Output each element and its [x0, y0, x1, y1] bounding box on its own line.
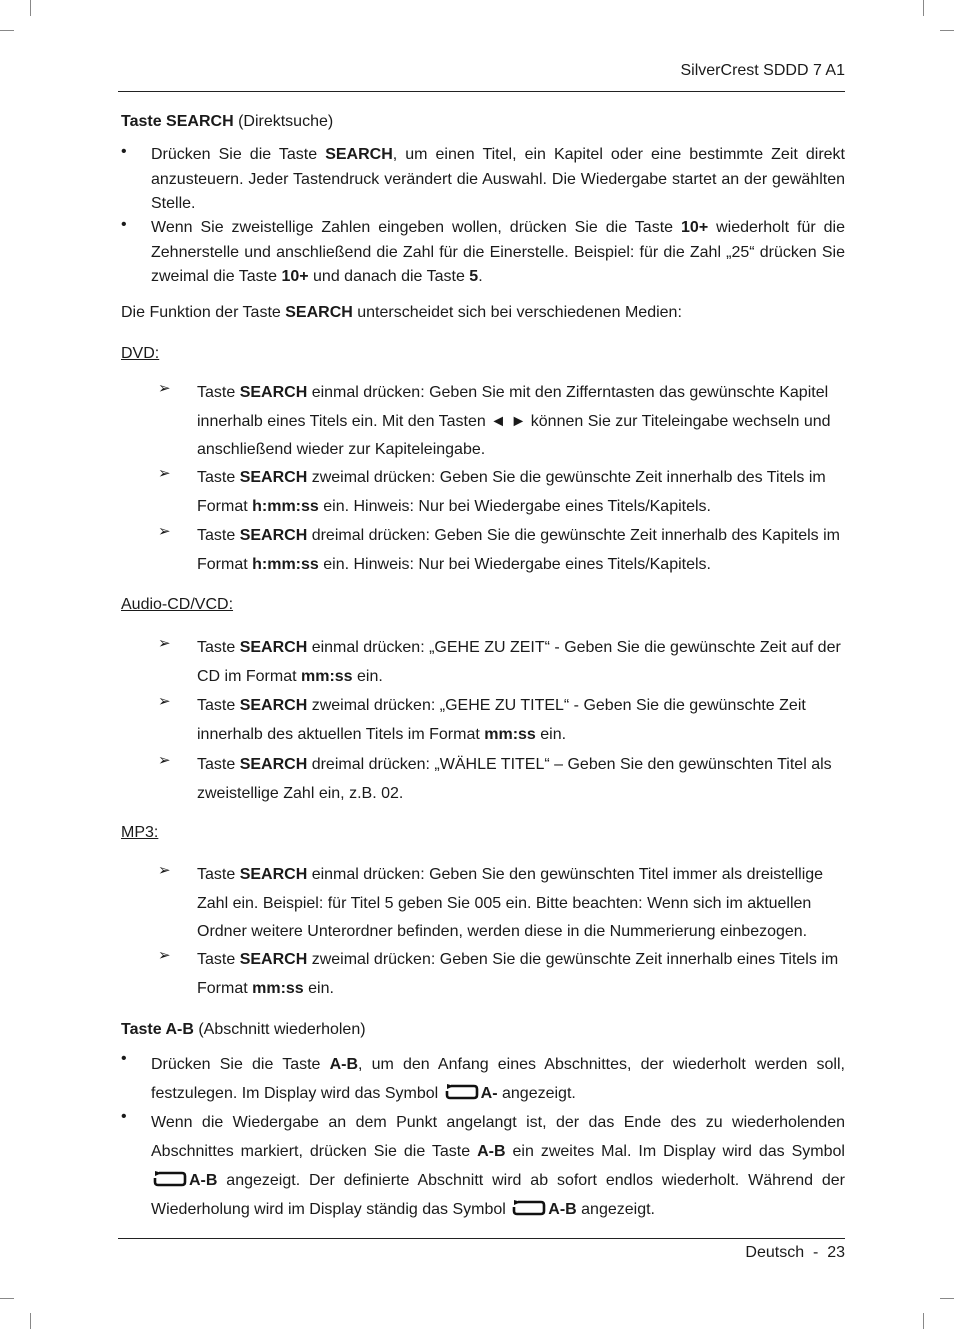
footer-rule [118, 1238, 845, 1239]
crop-mark [0, 30, 14, 31]
arrow-head-icon: ➢ [158, 380, 171, 397]
crop-mark [0, 1298, 14, 1299]
arrow-head-icon: ➢ [158, 693, 171, 710]
search-intro: Die Funktion der Taste SEARCH unterscheidet sich bei verschiedenen Medien: [121, 304, 682, 321]
repeat-icon [153, 1170, 187, 1188]
section-label-mp3: MP3: [121, 824, 159, 841]
arrow-head-icon: ➢ [158, 465, 171, 482]
arrow-head-icon: ➢ [158, 523, 171, 540]
bullet-dot: • [121, 1050, 127, 1067]
crop-mark [940, 1298, 954, 1299]
crop-mark [923, 0, 924, 16]
crop-mark [923, 1313, 924, 1329]
arrow-head-icon: ➢ [158, 752, 171, 769]
crop-mark [940, 30, 954, 31]
repeat-icon [512, 1199, 546, 1217]
bullet-dot: • [121, 143, 127, 160]
search-heading: Taste SEARCH (Direktsuche) [121, 113, 334, 130]
arrow-head-icon: ➢ [158, 635, 171, 652]
section-label-dvd: DVD: [121, 345, 160, 362]
section-label-audio-cd: Audio-CD/VCD: [121, 596, 234, 613]
crop-mark [30, 1313, 31, 1329]
arrow-head-icon: ➢ [158, 947, 171, 964]
arrow-head-icon: ➢ [158, 862, 171, 879]
bullet-dot: • [121, 1108, 127, 1125]
crop-mark [30, 0, 31, 16]
page-header: SilverCrest SDDD 7 A1 [680, 62, 845, 79]
repeat-icon [445, 1083, 479, 1101]
bullet-dot: • [121, 216, 127, 233]
ab-heading: Taste A-B (Abschnitt wiederholen) [121, 1021, 366, 1038]
page-footer: Deutsch - 23 [745, 1244, 845, 1261]
header-rule [118, 91, 845, 92]
